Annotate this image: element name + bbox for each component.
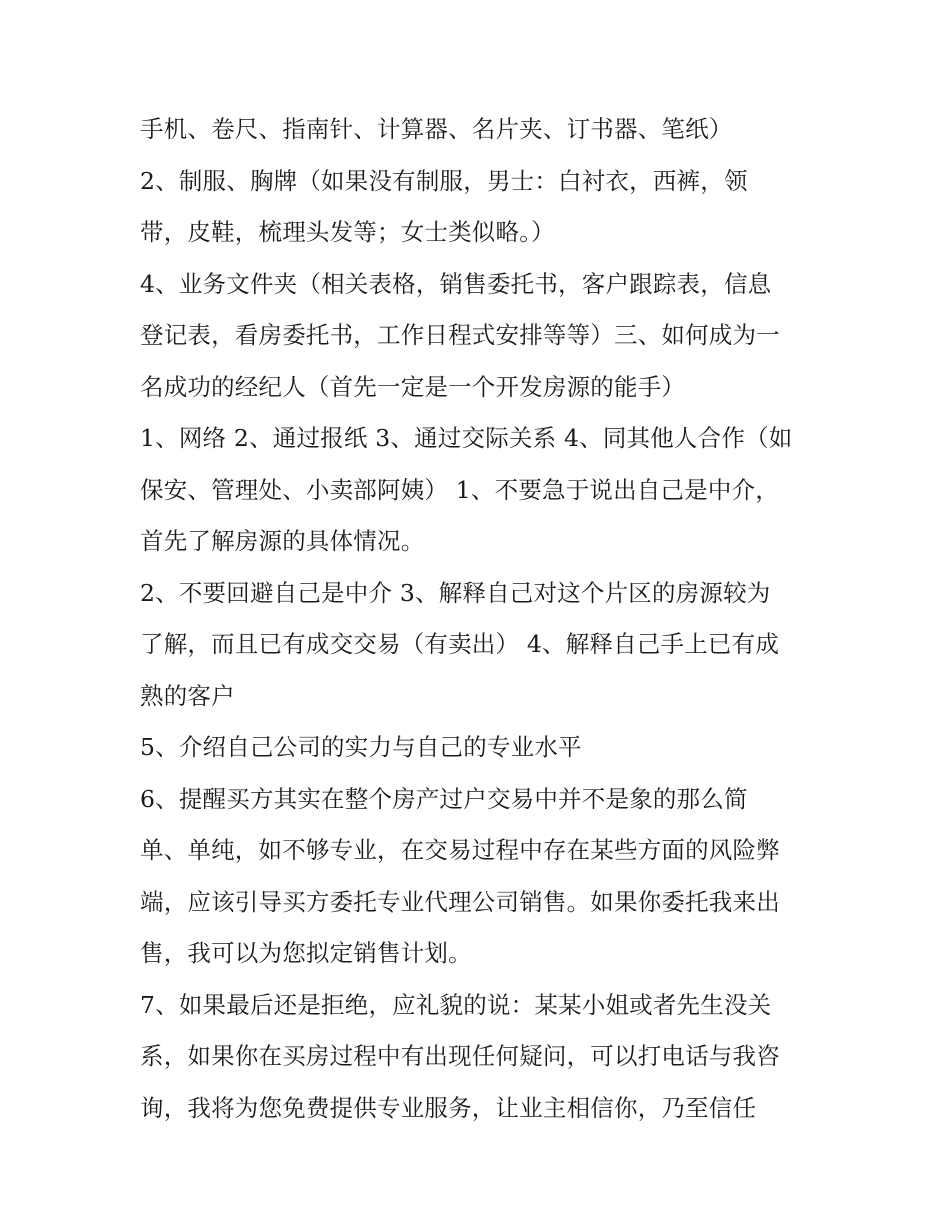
text-line: 带，皮鞋，梳理头发等；女士类似略。） [140,218,555,246]
text-line: 售，我可以为您拟定销售计划。 [140,939,472,967]
text-line: 询，我将为您免费提供专业服务，让业主相信你，乃至信任 [140,1093,757,1122]
text-line: 系，如果你在买房过程中有出现任何疑问，可以打电话与我咨 [140,1042,780,1070]
text-line: 单、单纯，如不够专业，在交易过程中存在某些方面的风险弊 [140,836,780,864]
text-line: 了解，而且已有成交交易（有卖出） 4、解释自己手上已有成 [140,630,780,658]
text-line: 熟的客户 [140,681,235,710]
text-line: 4、业务文件夹（相关表格，销售委托书，客户跟踪表，信息 [140,269,772,298]
text-line: 登记表，看房委托书，工作日程式安排等等）三、如何成为一 [140,321,780,349]
text-line: 1、网络 2、通过报纸 3、通过交际关系 4、同其他人合作（如 [140,424,793,452]
text-line: 6、提醒买方其实在整个房产过户交易中并不是象的那么简 [140,784,748,813]
text-line: 2、制服、胸牌（如果没有制服，男士：白衬衣，西裤，领 [140,166,748,195]
text-line: 7、如果最后还是拒绝，应礼貌的说：某某小姐或者先生没关 [140,990,772,1019]
text-line: 名成功的经纪人（首先一定是一个开发房源的能手） [140,372,686,401]
text-line: 5、介绍自己公司的实力与自己的专业水平 [140,733,582,761]
text-line: 2、不要回避自己是中介 3、解释自己对这个片区的房源较为 [140,578,771,607]
text-line: 手机、卷尺、指南针、计算器、名片夹、订书器、笔纸） [140,115,733,143]
text-line: 保安、管理处、小卖部阿姨） 1、不要急于说出自己是中介， [140,475,780,504]
text-line: 端，应该引导买方委托专业代理公司销售。如果你委托我来出 [140,887,780,916]
document-body [140,104,820,1134]
text-line: 首先了解房源的具体情况。 [140,527,425,555]
